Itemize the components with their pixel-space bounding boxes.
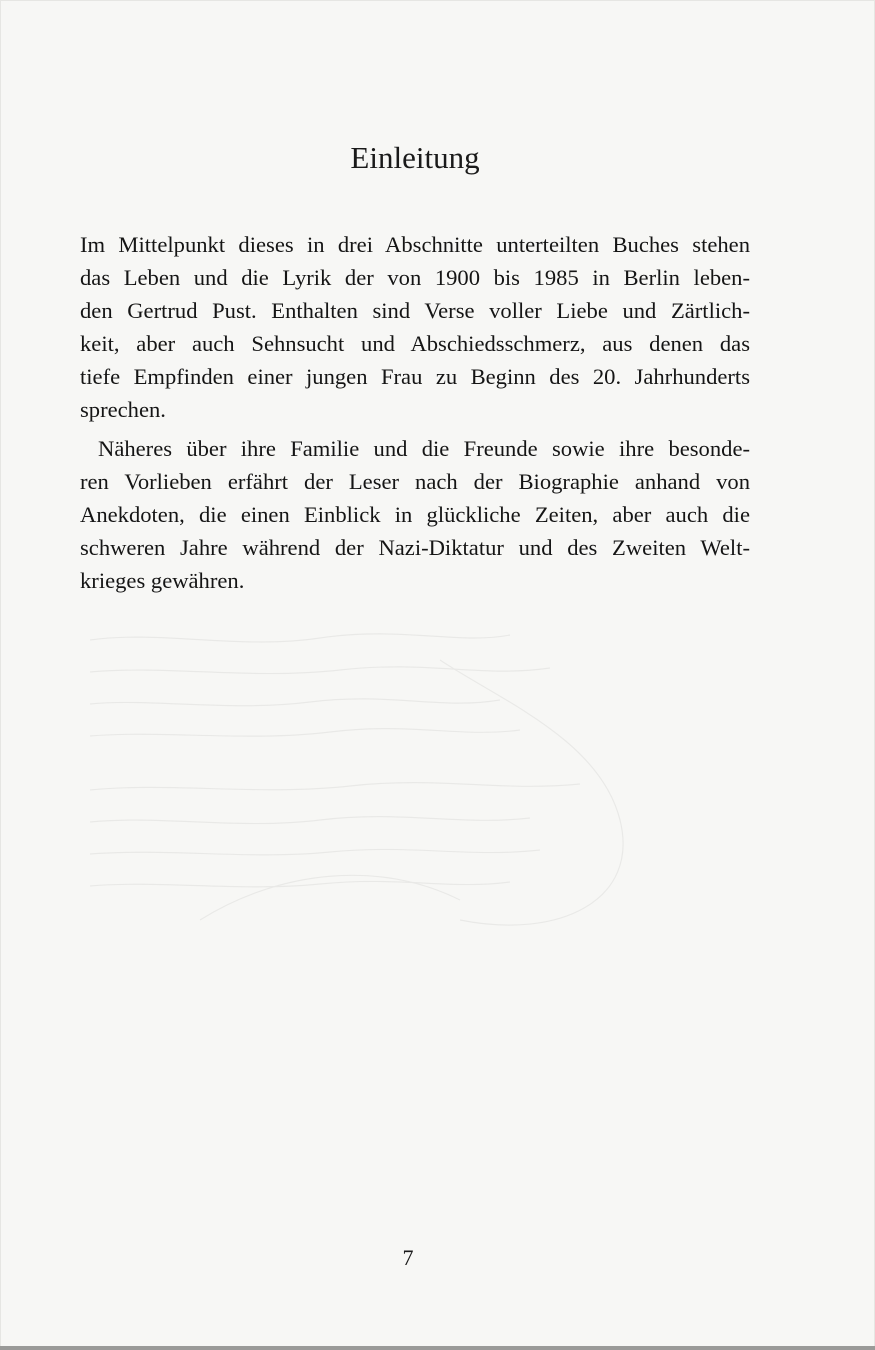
text-line: tiefe Empfinden einer jungen Frau zu Beginn des 20. Jahrhunderts bbox=[80, 364, 750, 389]
text-line: das Leben und die Lyrik der von 1900 bis 1985 in Berlin leben- bbox=[80, 265, 750, 290]
show-through-texture bbox=[80, 620, 640, 960]
page-number: 7 bbox=[402, 1245, 414, 1270]
text-line: Anekdoten, die einen Einblick in glückliche Zeiten, aber auch die bbox=[80, 502, 750, 527]
text-line: den Gertrud Pust. Enthalten sind Verse voller Liebe und Zärtlich- bbox=[80, 298, 750, 323]
text-line: Im Mittelpunkt dieses in drei Abschnitte unterteilten Buches stehen bbox=[80, 232, 750, 257]
text-line: ren Vorlieben erfährt der Leser nach der Biographie anhand von bbox=[80, 469, 750, 494]
text-line: krieges gewähren. bbox=[80, 568, 245, 593]
page-bottom-edge bbox=[0, 1346, 875, 1350]
paragraph-2 bbox=[80, 432, 750, 597]
body-text bbox=[80, 228, 750, 597]
page-title: Einleitung bbox=[350, 140, 480, 175]
text-line: sprechen. bbox=[80, 397, 166, 422]
paragraph-1 bbox=[80, 228, 750, 426]
text-line: keit, aber auch Sehnsucht und Abschiedsschmerz, aus denen das bbox=[80, 331, 750, 356]
text-line: schweren Jahre während der Nazi-Diktatur und des Zweiten Welt- bbox=[80, 535, 750, 560]
text-line: Näheres über ihre Familie und die Freunde sowie ihre besonde- bbox=[98, 436, 750, 461]
